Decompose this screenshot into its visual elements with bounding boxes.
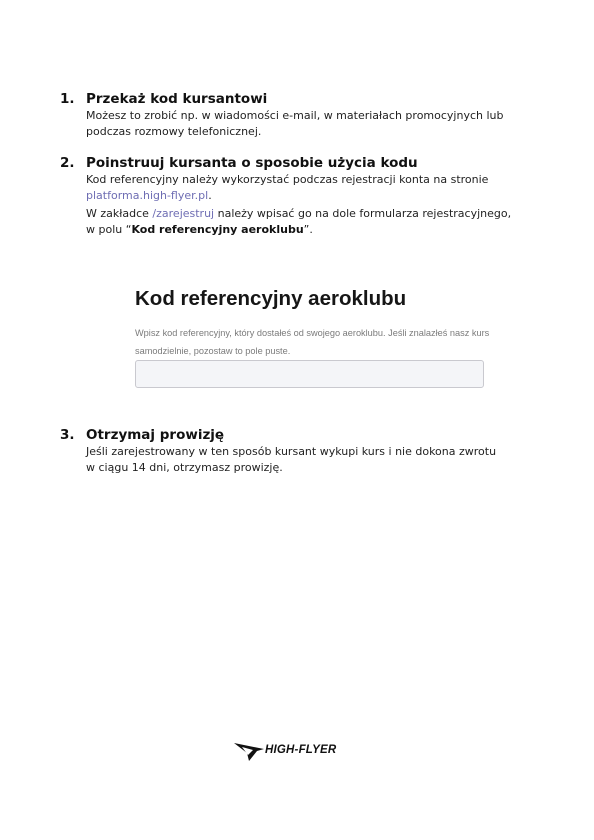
step-title: Poinstruuj kursanta o sposobie użycia kodu — [86, 155, 418, 171]
text-fragment: w polu “ — [86, 222, 132, 236]
step-description — [86, 444, 526, 475]
field-name: Kod referencyjny aeroklubu — [131, 222, 304, 236]
step-description-line: Możesz to zrobić np. w wiadomości e-mail, w materiałach promocyjnych lub — [86, 109, 504, 122]
form-title: Kod referencyjny aeroklubu — [135, 287, 407, 310]
high-flyer-wing-logo-icon — [233, 741, 265, 767]
punctuation: . — [208, 188, 212, 202]
register-path: /zarejestruj — [152, 207, 215, 220]
step-description — [86, 108, 526, 139]
text-fragment: należy wpisać go na dole formularza rejestracyjnego, — [214, 207, 512, 220]
step-description — [86, 172, 526, 237]
referral-code-input[interactable] — [135, 360, 484, 388]
step-description-line — [86, 188, 526, 204]
step-description-line — [86, 222, 526, 238]
step-title: Otrzymaj prowizję — [86, 427, 225, 443]
step-description-line: Jeśli zarejestrowany w ten sposób kursant wykupi kurs i nie dokona zwrotu — [86, 445, 497, 458]
step-description-line: podczas rozmowy telefonicznej. — [86, 124, 262, 138]
platform-link[interactable]: platforma.high-flyer.pl — [86, 188, 209, 202]
high-flyer-logo — [233, 741, 351, 763]
step-description-line: Kod referencyjny należy wykorzystać podczas rejestracji konta na stronie — [86, 173, 489, 186]
step-description-line: w ciągu 14 dni, otrzymasz prowizję. — [86, 460, 283, 474]
step-title: Przekaż kod kursantowi — [86, 91, 268, 107]
step-number: 3. — [60, 427, 75, 443]
logo-wordmark: HIGH-FLYER — [265, 744, 337, 756]
step-description-line — [86, 206, 526, 222]
step-number: 2. — [60, 155, 75, 171]
text-fragment: ”. — [303, 222, 313, 236]
form-hint: Wpisz kod referencyjny, który dostałeś od swojego aeroklubu. Jeśli znalazłeś nasz kurs samodzielnie, pozostaw to pole puste. — [135, 328, 490, 356]
step-number: 1. — [60, 91, 75, 107]
text-fragment: W zakładce — [86, 207, 153, 220]
